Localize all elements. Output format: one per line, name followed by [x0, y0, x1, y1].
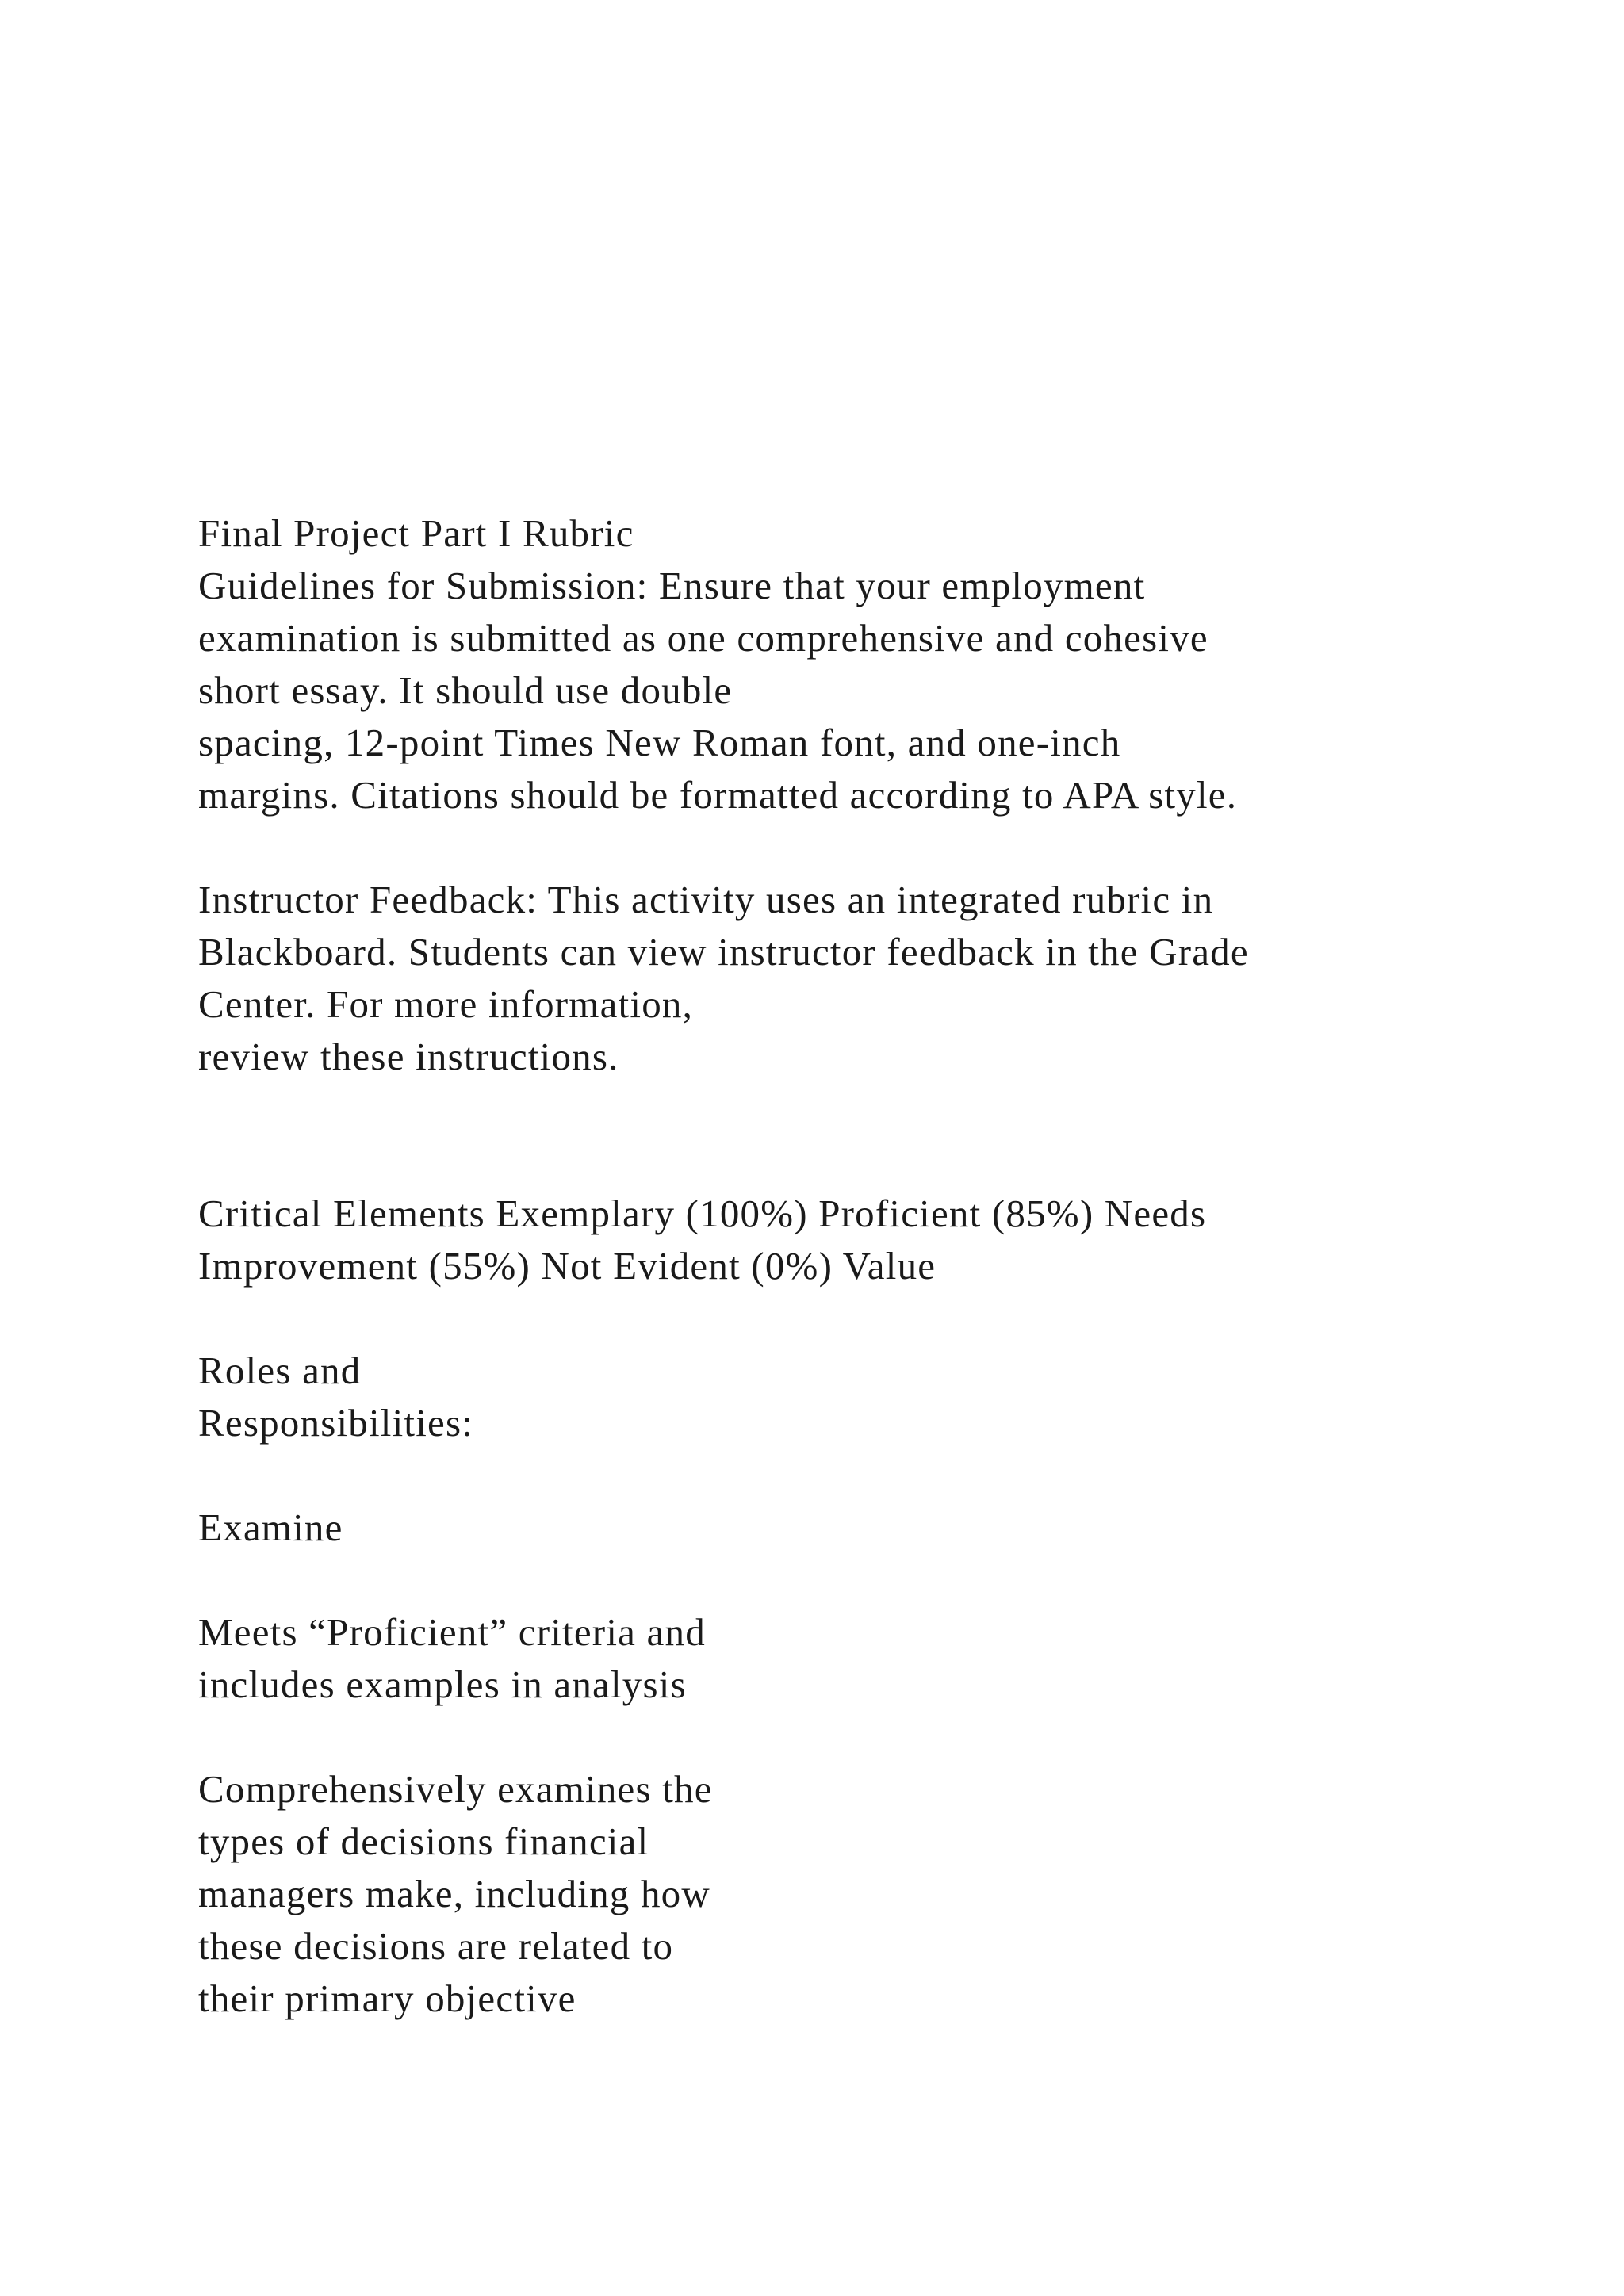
guidelines-line: margins. Citations should be formatted according to APA style. [198, 773, 1238, 817]
exemplary-criteria [198, 1606, 1546, 1711]
proficient-line: their primary objective [198, 1976, 576, 2020]
proficient-line: managers make, including how [198, 1872, 710, 1915]
document-body [198, 507, 1546, 2025]
exemplary-line: includes examples in analysis [198, 1663, 687, 1706]
feedback-line: Instructor Feedback: This activity uses an integrated rubric in [198, 878, 1214, 921]
feedback-line: Center. For more information, [198, 982, 694, 1026]
paragraph-spacer [198, 1554, 1546, 1606]
guidelines-line: short essay. It should use double [198, 668, 733, 712]
paragraph-spacer [198, 1711, 1546, 1763]
paragraph-spacer [198, 1083, 1546, 1188]
exemplary-line: Meets “Proficient” criteria and [198, 1610, 706, 1654]
paragraph-spacer [198, 1292, 1546, 1345]
guidelines-paragraph [198, 560, 1546, 821]
proficient-line: these decisions are related to [198, 1924, 674, 1968]
roles-heading [198, 1345, 1546, 1449]
paragraph-spacer [198, 821, 1546, 874]
guidelines-line: Guidelines for Submission: Ensure that your employment [198, 564, 1146, 607]
guidelines-line: examination is submitted as one comprehensive and cohesive [198, 616, 1208, 660]
feedback-paragraph [198, 874, 1546, 1083]
proficient-criteria [198, 1763, 1546, 2025]
paragraph-spacer [198, 1449, 1546, 1502]
document-title: Final Project Part I Rubric [198, 511, 634, 555]
feedback-line: Blackboard. Students can view instructor feedback in the Grade [198, 930, 1249, 974]
guidelines-line: spacing, 12-point Times New Roman font, and one-inch [198, 721, 1121, 764]
examine-label: Examine [198, 1506, 343, 1549]
proficient-line: Comprehensively examines the [198, 1767, 713, 1811]
rubric-header-line: Improvement (55%) Not Evident (0%) Value [198, 1244, 936, 1288]
rubric-header [198, 1188, 1546, 1292]
proficient-line: types of decisions financial [198, 1820, 649, 1863]
rubric-header-line: Critical Elements Exemplary (100%) Proficient (85%) Needs [198, 1192, 1207, 1235]
roles-line: Roles and [198, 1349, 362, 1392]
feedback-line: review these instructions. [198, 1035, 619, 1078]
roles-line: Responsibilities: [198, 1401, 474, 1445]
